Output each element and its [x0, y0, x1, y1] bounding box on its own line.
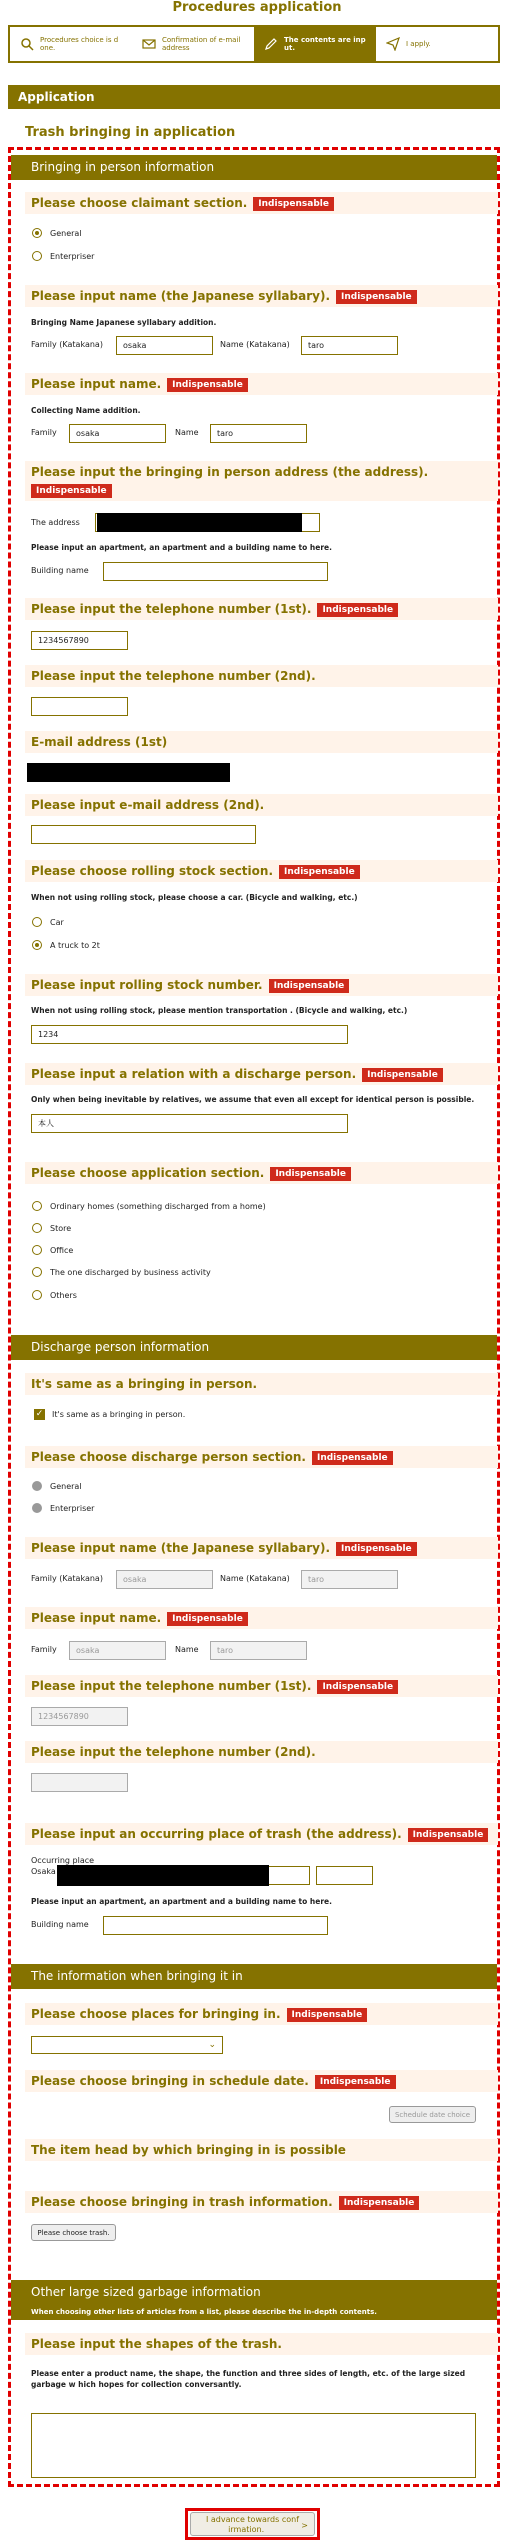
building-label: Building name: [31, 566, 89, 575]
claimant-general-radio[interactable]: General: [32, 228, 82, 238]
redacted-place: [57, 1865, 269, 1886]
step-3-label: The contents are inp ut.: [284, 36, 366, 52]
email-question: E-mail address (1st): [25, 731, 498, 753]
place-note: Please input an apartment, an apartment and a building name to here.: [31, 1897, 332, 1906]
required-badge: Indispensable: [317, 1680, 398, 1694]
step-4: [376, 27, 498, 61]
shapes-note: Please enter a product name, the shape, the function and three sides of length, etc. of the large sized garbage w hich hopes for collection conversantly.: [31, 2369, 466, 2389]
app-question: Please choose application section. Indispensable: [25, 1162, 498, 1184]
discharge-family-input[interactable]: osaka: [69, 1641, 166, 1660]
shapes-textarea[interactable]: [31, 2413, 476, 2478]
same-checkbox[interactable]: ✓ It's same as a bringing in person.: [35, 1409, 186, 1419]
place-city: Osaka: [31, 1867, 56, 1876]
other-header: Other large sized garbage information When choosing other lists of articles from a list, please describe the in-depth contents.: [11, 2280, 497, 2320]
app-store-radio[interactable]: Store: [32, 1223, 71, 1233]
required-badge: Indispensable: [270, 1167, 351, 1181]
name-kana-input[interactable]: taro: [301, 336, 398, 355]
discharge-building-input[interactable]: [103, 1916, 328, 1935]
name-input[interactable]: taro: [210, 424, 307, 443]
required-badge: Indispensable: [312, 1451, 393, 1465]
required-badge: Indispensable: [362, 1068, 443, 1082]
discharge-general-radio[interactable]: General: [32, 1481, 82, 1491]
discharge-section-question: Please choose discharge person section. Indispensable: [25, 1446, 498, 1468]
required-badge: Indispensable: [317, 603, 398, 617]
discharge-tel2-input[interactable]: [31, 1773, 128, 1792]
discharge-family-label: Family: [31, 1645, 57, 1654]
bringing-header: Bringing in person information: [11, 155, 497, 180]
discharge-name-kana-input[interactable]: taro: [301, 1570, 398, 1589]
relation-note: Only when being inevitable by relatives, we assume that even all except for identical person is possible.: [31, 1095, 475, 1104]
tel2-question: Please input the telephone number (2nd).: [25, 665, 498, 687]
stocknum-note: When not using rolling stock, please mention transportation . (Bicycle and walking, etc.): [31, 1006, 408, 1015]
family-label: Family: [31, 428, 57, 437]
discharge-tel1-input[interactable]: 1234567890: [31, 1707, 128, 1726]
same-question: It's same as a bringing in person.: [25, 1373, 498, 1395]
stock-note: When not using rolling stock, please choose a car. (Bicycle and walking, etc.): [31, 893, 358, 902]
address-question: Please input the bringing in person address (the address). Indispensable: [25, 461, 498, 501]
discharge-header: Discharge person information: [11, 1335, 497, 1360]
discharge-tel1-question: Please input the telephone number (1st). Indispensable: [25, 1675, 498, 1697]
step-progress: [8, 25, 500, 63]
mail-icon: [142, 37, 156, 51]
page-title: Procedures application: [172, 0, 342, 15]
app-business-radio[interactable]: The one discharged by business activity: [32, 1267, 211, 1277]
discharge-name-kana-label: Name (Katakana): [220, 1574, 290, 1583]
required-badge: Indispensable: [339, 2196, 420, 2210]
item-question: The item head by which bringing in is possible: [25, 2139, 498, 2161]
stocknum-question: Please input rolling stock number. Indispensable: [25, 974, 498, 996]
required-badge: Indispensable: [253, 197, 334, 211]
kana-note: Bringing Name Japanese syllabary addition.: [31, 318, 217, 327]
step-3: [254, 27, 376, 61]
name-label: Name: [175, 428, 199, 437]
place-question: Please input an occurring place of trash (the address). Indispensable: [25, 1823, 498, 1845]
address-note: Please input an apartment, an apartment and a building name to here.: [31, 543, 332, 552]
app-homes-radio[interactable]: Ordinary homes (something discharged from a home): [32, 1201, 266, 1211]
building-input[interactable]: [103, 562, 328, 581]
stock-car-radio[interactable]: Car: [32, 917, 64, 927]
discharge-name-question: Please input name. Indispensable: [25, 1607, 498, 1629]
redacted-email: [27, 763, 230, 782]
date-question: Please choose bringing in schedule date. Indispensable: [25, 2070, 498, 2092]
stock-question: Please choose rolling stock section. Indispensable: [25, 860, 498, 882]
name-question: Please input name. Indispensable: [25, 373, 498, 395]
required-badge: Indispensable: [167, 1612, 248, 1626]
next-button[interactable]: I advance towards conf irmation. >: [190, 2512, 315, 2536]
claimant-question: Please choose claimant section. Indispensable: [25, 192, 498, 214]
family-kana-label: Family (Katakana): [31, 340, 103, 349]
places-select[interactable]: [31, 2036, 223, 2054]
tel2-input[interactable]: [31, 697, 128, 716]
email2-question: Please input e-mail address (2nd).: [25, 794, 498, 816]
required-badge: Indispensable: [408, 1828, 489, 1842]
app-others-radio[interactable]: Others: [32, 1290, 77, 1300]
required-badge: Indispensable: [31, 484, 112, 498]
step-4-label: I apply.: [406, 40, 431, 48]
family-input[interactable]: osaka: [69, 424, 166, 443]
choose-trash-button[interactable]: Please choose trash.: [31, 2224, 116, 2241]
chevron-down-icon: ⌄: [208, 2040, 216, 2050]
family-kana-input[interactable]: osaka: [116, 336, 213, 355]
place-number-input[interactable]: [316, 1866, 373, 1885]
shapes-question: Please input the shapes of the trash.: [25, 2333, 498, 2355]
discharge-tel2-question: Please input the telephone number (2nd).: [25, 1741, 498, 1763]
required-badge: Indispensable: [269, 979, 350, 993]
redacted-address: [97, 513, 302, 532]
relation-question: Please input a relation with a discharge person. Indispensable: [25, 1063, 498, 1085]
discharge-family-kana-label: Family (Katakana): [31, 1574, 103, 1583]
step-1-label: Procedures choice is d one.: [40, 36, 119, 52]
discharge-family-kana-input[interactable]: osaka: [116, 1570, 213, 1589]
discharge-kana-question: Please input name (the Japanese syllabary). Indispensable: [25, 1537, 498, 1559]
places-question: Please choose places for bringing in. Indispensable: [25, 2003, 498, 2025]
trash-question: Please choose bringing in trash information. Indispensable: [25, 2191, 498, 2213]
search-icon: [20, 37, 34, 51]
required-badge: Indispensable: [279, 865, 360, 879]
required-badge: Indispensable: [336, 290, 417, 304]
next-button-frame: [185, 2508, 320, 2540]
name-note: Collecting Name addition.: [31, 406, 141, 415]
required-badge: Indispensable: [336, 1542, 417, 1556]
address-label: The address: [31, 518, 80, 527]
tel1-question: Please input the telephone number (1st). Indispensable: [25, 598, 498, 620]
step-2: [132, 27, 254, 61]
kana-question: Please input name (the Japanese syllabary). Indispensable: [25, 285, 498, 307]
discharge-name-label: Name: [175, 1645, 199, 1654]
place-label: Occurring place: [31, 1856, 95, 1865]
bringing-info-header: The information when bringing it in: [11, 1964, 497, 1989]
app-office-radio[interactable]: Office: [32, 1245, 73, 1255]
arrow-right-icon: >: [301, 2521, 308, 2530]
required-badge: Indispensable: [315, 2075, 396, 2089]
name-kana-label: Name (Katakana): [220, 340, 290, 349]
section-tab: Application: [8, 85, 500, 109]
form-title: Trash bringing in application: [25, 125, 236, 140]
discharge-enterpriser-radio[interactable]: Enterpriser: [32, 1503, 94, 1513]
required-badge: Indispensable: [167, 378, 248, 392]
discharge-name-input[interactable]: taro: [210, 1641, 307, 1660]
send-icon: [386, 37, 400, 51]
email2-input[interactable]: [31, 825, 256, 844]
step-1: [10, 27, 132, 61]
stocknum-input[interactable]: 1234: [31, 1025, 348, 1044]
step-2-label: Confirmation of e-mail address: [162, 36, 241, 52]
relation-input[interactable]: 本人: [31, 1114, 348, 1133]
claimant-enterpriser-radio[interactable]: Enterpriser: [32, 251, 94, 261]
tel1-input[interactable]: 1234567890: [31, 631, 128, 650]
required-badge: Indispensable: [287, 2008, 368, 2022]
discharge-building-label: Building name: [31, 1920, 89, 1929]
schedule-date-button[interactable]: Schedule date choice: [389, 2106, 476, 2123]
pencil-icon: [264, 37, 278, 51]
stock-truck-radio[interactable]: A truck to 2t: [32, 940, 100, 950]
other-header-note: When choosing other lists of articles from a list, please describe the in-depth contents.: [31, 2308, 377, 2316]
